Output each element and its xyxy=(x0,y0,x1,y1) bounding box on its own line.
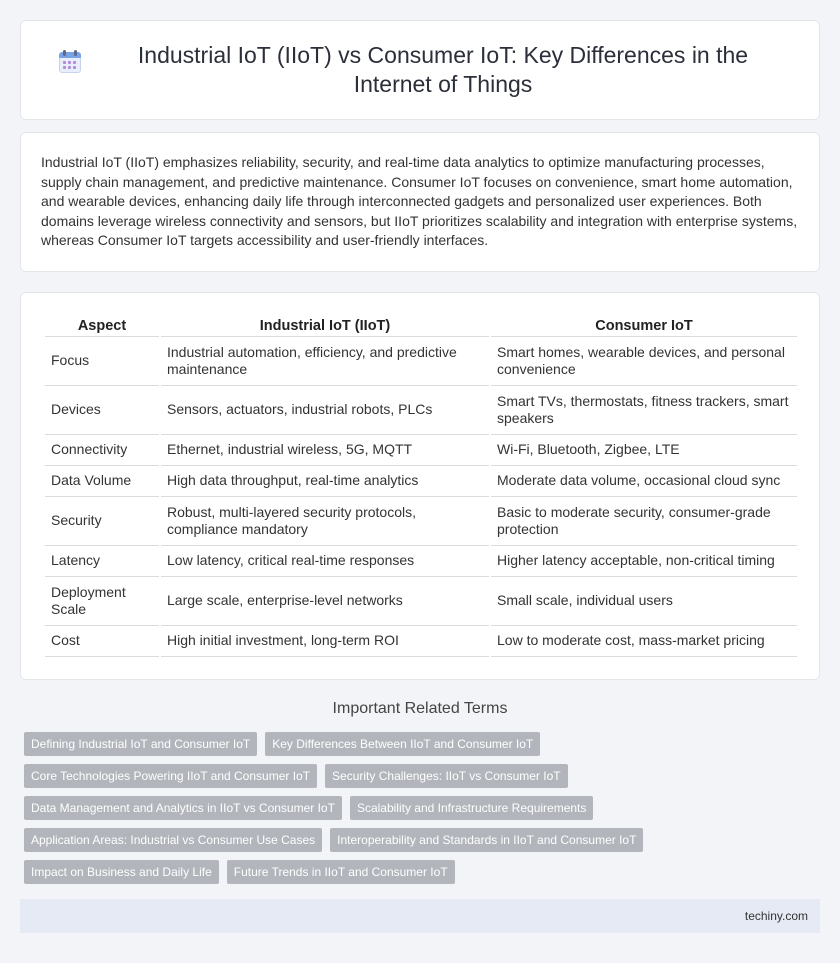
aspect-cell: Latency xyxy=(45,546,159,577)
table-row xyxy=(45,337,797,386)
consumer-cell: Moderate data volume, occasional cloud sync xyxy=(491,466,797,497)
related-term-tag[interactable]: Security Challenges: IIoT vs Consumer IoT xyxy=(325,764,568,788)
aspect-cell: Deployment Scale xyxy=(45,577,159,626)
table-row xyxy=(45,386,797,435)
aspect-cell: Focus xyxy=(45,337,159,386)
column-header-iiot: Industrial IoT (IIoT) xyxy=(161,313,489,337)
related-term-tag[interactable]: Future Trends in IIoT and Consumer IoT xyxy=(227,860,455,884)
calendar-icon xyxy=(57,49,83,75)
comparison-table xyxy=(43,313,799,657)
related-term-tag[interactable]: Defining Industrial IoT and Consumer IoT xyxy=(24,732,257,756)
iiot-cell: High data throughput, real-time analytics xyxy=(161,466,489,497)
aspect-cell: Devices xyxy=(45,386,159,435)
consumer-cell: Small scale, individual users xyxy=(491,577,797,626)
page-title: Industrial IoT (IIoT) vs Consumer IoT: Key Differences in the Internet of Things xyxy=(137,42,749,97)
intro-text: Industrial IoT (IIoT) emphasizes reliability, security, and real-time data analytics to optimize manufacturing processes, supply chain management, and predictive maintenance. Consumer IoT focuses on convenience, smart home automation, and wearable devices, enhancing daily life through interconnected gadgets and personalized user experiences. Both domains leverage wireless connectivity and sensors, but IIoT prioritizes scalability and integration with enterprise systems, whereas Consumer IoT targets accessibility and user-friendly interfaces. xyxy=(41,154,798,249)
related-term-tag[interactable]: Core Technologies Powering IIoT and Consumer IoT xyxy=(24,764,317,788)
related-term-tag[interactable]: Impact on Business and Daily Life xyxy=(24,860,219,884)
consumer-cell: Wi-Fi, Bluetooth, Zigbee, LTE xyxy=(491,435,797,466)
consumer-cell: Basic to moderate security, consumer-grade protection xyxy=(491,497,797,546)
table-row xyxy=(45,577,797,626)
footer xyxy=(20,899,820,933)
aspect-cell: Connectivity xyxy=(45,435,159,466)
header-card xyxy=(20,20,820,120)
aspect-cell: Cost xyxy=(45,626,159,657)
consumer-cell: Smart TVs, thermostats, fitness trackers, smart speakers xyxy=(491,386,797,435)
related-term-tag[interactable]: Application Areas: Industrial vs Consumer Use Cases xyxy=(24,828,322,852)
table-row xyxy=(45,466,797,497)
related-terms-list xyxy=(24,732,824,892)
aspect-cell: Data Volume xyxy=(45,466,159,497)
consumer-cell: Smart homes, wearable devices, and personal convenience xyxy=(491,337,797,386)
comparison-card xyxy=(20,292,820,680)
footer-site-link[interactable]: techiny.com xyxy=(744,909,808,923)
iiot-cell: Industrial automation, efficiency, and predictive maintenance xyxy=(161,337,489,386)
table-row xyxy=(45,626,797,657)
iiot-cell: High initial investment, long-term ROI xyxy=(161,626,489,657)
iiot-cell: Low latency, critical real-time responses xyxy=(161,546,489,577)
related-terms-title: Important Related Terms xyxy=(332,700,508,717)
intro-card xyxy=(20,132,820,272)
table-row xyxy=(45,435,797,466)
column-header-consumer: Consumer IoT xyxy=(491,313,797,337)
iiot-cell: Sensors, actuators, industrial robots, PLCs xyxy=(161,386,489,435)
related-term-tag[interactable]: Data Management and Analytics in IIoT vs Consumer IoT xyxy=(24,796,342,820)
consumer-cell: Low to moderate cost, mass-market pricing xyxy=(491,626,797,657)
related-term-tag[interactable]: Interoperability and Standards in IIoT and Consumer IoT xyxy=(330,828,643,852)
iiot-cell: Large scale, enterprise-level networks xyxy=(161,577,489,626)
related-term-tag[interactable]: Key Differences Between IIoT and Consumer IoT xyxy=(265,732,540,756)
table-row xyxy=(45,546,797,577)
aspect-cell: Security xyxy=(45,497,159,546)
related-term-tag[interactable]: Scalability and Infrastructure Requirements xyxy=(350,796,593,820)
iiot-cell: Robust, multi-layered security protocols, compliance mandatory xyxy=(161,497,489,546)
table-header-row xyxy=(45,313,797,337)
table-row xyxy=(45,497,797,546)
consumer-cell: Higher latency acceptable, non-critical timing xyxy=(491,546,797,577)
column-header-aspect: Aspect xyxy=(45,313,159,337)
iiot-cell: Ethernet, industrial wireless, 5G, MQTT xyxy=(161,435,489,466)
